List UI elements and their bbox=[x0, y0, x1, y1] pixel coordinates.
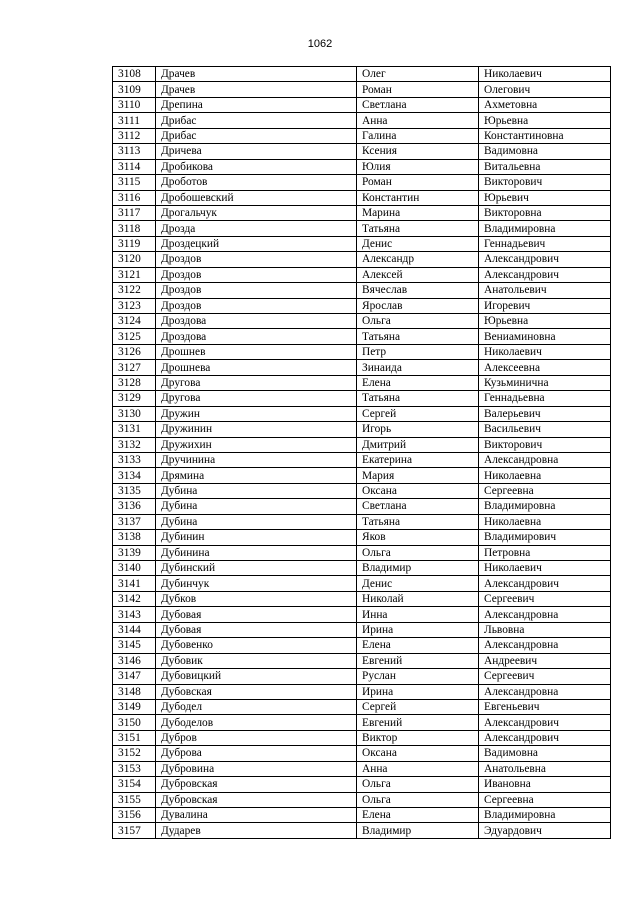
table-row bbox=[113, 113, 611, 128]
surname-cell: Дубовенко bbox=[156, 638, 357, 653]
row-number-cell: 3117 bbox=[113, 205, 156, 220]
table-row bbox=[113, 375, 611, 390]
table-row bbox=[113, 591, 611, 606]
table-row bbox=[113, 144, 611, 159]
first-name-cell: Вячеслав bbox=[357, 283, 479, 298]
patronymic-cell: Александрович bbox=[479, 715, 611, 730]
surname-cell: Дубовая bbox=[156, 622, 357, 637]
first-name-cell: Ольга bbox=[357, 545, 479, 560]
row-number-cell: 3113 bbox=[113, 144, 156, 159]
table-row bbox=[113, 715, 611, 730]
patronymic-cell: Викторович bbox=[479, 175, 611, 190]
first-name-cell: Ярослав bbox=[357, 298, 479, 313]
surname-cell: Дубовская bbox=[156, 684, 357, 699]
first-name-cell: Роман bbox=[357, 82, 479, 97]
table-row bbox=[113, 205, 611, 220]
first-name-cell: Ольга bbox=[357, 792, 479, 807]
table-row bbox=[113, 777, 611, 792]
row-number-cell: 3109 bbox=[113, 82, 156, 97]
row-number-cell: 3133 bbox=[113, 452, 156, 467]
row-number-cell: 3153 bbox=[113, 761, 156, 776]
first-name-cell: Игорь bbox=[357, 422, 479, 437]
patronymic-cell: Викторович bbox=[479, 437, 611, 452]
first-name-cell: Татьяна bbox=[357, 329, 479, 344]
names-table bbox=[112, 66, 611, 839]
row-number-cell: 3126 bbox=[113, 344, 156, 359]
surname-cell: Дручинина bbox=[156, 452, 357, 467]
first-name-cell: Сергей bbox=[357, 699, 479, 714]
table-row bbox=[113, 437, 611, 452]
row-number-cell: 3148 bbox=[113, 684, 156, 699]
row-number-cell: 3115 bbox=[113, 175, 156, 190]
table-row bbox=[113, 360, 611, 375]
first-name-cell: Дмитрий bbox=[357, 437, 479, 452]
surname-cell: Дроботов bbox=[156, 175, 357, 190]
patronymic-cell: Вениаминовна bbox=[479, 329, 611, 344]
row-number-cell: 3157 bbox=[113, 823, 156, 838]
surname-cell: Дробикова bbox=[156, 159, 357, 174]
table-row bbox=[113, 128, 611, 143]
patronymic-cell: Васильевич bbox=[479, 422, 611, 437]
row-number-cell: 3149 bbox=[113, 699, 156, 714]
row-number-cell: 3140 bbox=[113, 561, 156, 576]
first-name-cell: Олег bbox=[357, 67, 479, 82]
row-number-cell: 3139 bbox=[113, 545, 156, 560]
patronymic-cell: Сергеевич bbox=[479, 591, 611, 606]
table-row bbox=[113, 684, 611, 699]
table-row bbox=[113, 406, 611, 421]
row-number-cell: 3123 bbox=[113, 298, 156, 313]
surname-cell: Дубинский bbox=[156, 561, 357, 576]
surname-cell: Дричева bbox=[156, 144, 357, 159]
surname-cell: Дружинин bbox=[156, 422, 357, 437]
table-row bbox=[113, 221, 611, 236]
patronymic-cell: Алексеевна bbox=[479, 360, 611, 375]
surname-cell: Дроздов bbox=[156, 298, 357, 313]
first-name-cell: Марина bbox=[357, 205, 479, 220]
patronymic-cell: Александровна bbox=[479, 452, 611, 467]
first-name-cell: Евгений bbox=[357, 715, 479, 730]
patronymic-cell: Николаевич bbox=[479, 561, 611, 576]
patronymic-cell: Кузьминична bbox=[479, 375, 611, 390]
row-number-cell: 3128 bbox=[113, 375, 156, 390]
first-name-cell: Ирина bbox=[357, 684, 479, 699]
surname-cell: Дрошнев bbox=[156, 344, 357, 359]
row-number-cell: 3129 bbox=[113, 391, 156, 406]
patronymic-cell: Олегович bbox=[479, 82, 611, 97]
patronymic-cell: Александрович bbox=[479, 576, 611, 591]
patronymic-cell: Юрьевна bbox=[479, 314, 611, 329]
first-name-cell: Евгений bbox=[357, 653, 479, 668]
row-number-cell: 3152 bbox=[113, 746, 156, 761]
first-name-cell: Анна bbox=[357, 113, 479, 128]
row-number-cell: 3154 bbox=[113, 777, 156, 792]
table-row bbox=[113, 82, 611, 97]
surname-cell: Дубровина bbox=[156, 761, 357, 776]
first-name-cell: Владимир bbox=[357, 561, 479, 576]
surname-cell: Дрибас bbox=[156, 113, 357, 128]
row-number-cell: 3124 bbox=[113, 314, 156, 329]
row-number-cell: 3136 bbox=[113, 499, 156, 514]
row-number-cell: 3120 bbox=[113, 252, 156, 267]
surname-cell: Дрозда bbox=[156, 221, 357, 236]
surname-cell: Дубров bbox=[156, 730, 357, 745]
patronymic-cell: Александровна bbox=[479, 638, 611, 653]
surname-cell: Дружихин bbox=[156, 437, 357, 452]
table-row bbox=[113, 283, 611, 298]
row-number-cell: 3144 bbox=[113, 622, 156, 637]
surname-cell: Дударев bbox=[156, 823, 357, 838]
row-number-cell: 3137 bbox=[113, 514, 156, 529]
patronymic-cell: Юрьевна bbox=[479, 113, 611, 128]
patronymic-cell: Валерьевич bbox=[479, 406, 611, 421]
table-row bbox=[113, 746, 611, 761]
table-row bbox=[113, 499, 611, 514]
surname-cell: Драчев bbox=[156, 67, 357, 82]
row-number-cell: 3127 bbox=[113, 360, 156, 375]
surname-cell: Дубовик bbox=[156, 653, 357, 668]
row-number-cell: 3132 bbox=[113, 437, 156, 452]
table-row bbox=[113, 236, 611, 251]
surname-cell: Дубровская bbox=[156, 792, 357, 807]
patronymic-cell: Александрович bbox=[479, 267, 611, 282]
surname-cell: Дубинчук bbox=[156, 576, 357, 591]
table-row bbox=[113, 561, 611, 576]
surname-cell: Дрибас bbox=[156, 128, 357, 143]
row-number-cell: 3145 bbox=[113, 638, 156, 653]
first-name-cell: Елена bbox=[357, 375, 479, 390]
row-number-cell: 3121 bbox=[113, 267, 156, 282]
patronymic-cell: Евгеньевич bbox=[479, 699, 611, 714]
table-row bbox=[113, 808, 611, 823]
patronymic-cell: Ахметовна bbox=[479, 97, 611, 112]
row-number-cell: 3110 bbox=[113, 97, 156, 112]
first-name-cell: Яков bbox=[357, 530, 479, 545]
surname-cell: Дружин bbox=[156, 406, 357, 421]
row-number-cell: 3156 bbox=[113, 808, 156, 823]
row-number-cell: 3143 bbox=[113, 607, 156, 622]
surname-cell: Дроздов bbox=[156, 283, 357, 298]
table-row bbox=[113, 545, 611, 560]
first-name-cell: Александр bbox=[357, 252, 479, 267]
first-name-cell: Светлана bbox=[357, 499, 479, 514]
surname-cell: Дубоделов bbox=[156, 715, 357, 730]
table-row bbox=[113, 483, 611, 498]
table-row bbox=[113, 190, 611, 205]
surname-cell: Дрогальчук bbox=[156, 205, 357, 220]
surname-cell: Дрошнева bbox=[156, 360, 357, 375]
row-number-cell: 3114 bbox=[113, 159, 156, 174]
surname-cell: Дубина bbox=[156, 499, 357, 514]
first-name-cell: Денис bbox=[357, 576, 479, 591]
patronymic-cell: Геннадьевна bbox=[479, 391, 611, 406]
first-name-cell: Татьяна bbox=[357, 221, 479, 236]
patronymic-cell: Вадимовна bbox=[479, 746, 611, 761]
row-number-cell: 3122 bbox=[113, 283, 156, 298]
row-number-cell: 3112 bbox=[113, 128, 156, 143]
row-number-cell: 3141 bbox=[113, 576, 156, 591]
patronymic-cell: Николаевна bbox=[479, 468, 611, 483]
table-row bbox=[113, 452, 611, 467]
row-number-cell: 3130 bbox=[113, 406, 156, 421]
surname-cell: Дроздов bbox=[156, 267, 357, 282]
table-row bbox=[113, 699, 611, 714]
table-row bbox=[113, 653, 611, 668]
surname-cell: Дуброва bbox=[156, 746, 357, 761]
row-number-cell: 3138 bbox=[113, 530, 156, 545]
table-row bbox=[113, 252, 611, 267]
patronymic-cell: Константиновна bbox=[479, 128, 611, 143]
table-row bbox=[113, 669, 611, 684]
row-number-cell: 3147 bbox=[113, 669, 156, 684]
table-row bbox=[113, 298, 611, 313]
table-row bbox=[113, 329, 611, 344]
row-number-cell: 3135 bbox=[113, 483, 156, 498]
table-row bbox=[113, 514, 611, 529]
first-name-cell: Петр bbox=[357, 344, 479, 359]
table-row bbox=[113, 159, 611, 174]
surname-cell: Дубина bbox=[156, 483, 357, 498]
table-row bbox=[113, 391, 611, 406]
row-number-cell: 3155 bbox=[113, 792, 156, 807]
row-number-cell: 3150 bbox=[113, 715, 156, 730]
row-number-cell: 3131 bbox=[113, 422, 156, 437]
first-name-cell: Зинаида bbox=[357, 360, 479, 375]
table-row bbox=[113, 97, 611, 112]
patronymic-cell: Сергеевич bbox=[479, 669, 611, 684]
first-name-cell: Оксана bbox=[357, 483, 479, 498]
patronymic-cell: Юрьевич bbox=[479, 190, 611, 205]
first-name-cell: Ольга bbox=[357, 314, 479, 329]
first-name-cell: Татьяна bbox=[357, 514, 479, 529]
patronymic-cell: Витальевна bbox=[479, 159, 611, 174]
surname-cell: Дубина bbox=[156, 514, 357, 529]
patronymic-cell: Владимировна bbox=[479, 221, 611, 236]
patronymic-cell: Игоревич bbox=[479, 298, 611, 313]
table-row bbox=[113, 267, 611, 282]
patronymic-cell: Ивановна bbox=[479, 777, 611, 792]
patronymic-cell: Александрович bbox=[479, 252, 611, 267]
patronymic-cell: Владимировна bbox=[479, 808, 611, 823]
patronymic-cell: Владимирович bbox=[479, 530, 611, 545]
first-name-cell: Оксана bbox=[357, 746, 479, 761]
row-number-cell: 3142 bbox=[113, 591, 156, 606]
table-row bbox=[113, 730, 611, 745]
first-name-cell: Ирина bbox=[357, 622, 479, 637]
patronymic-cell: Анатольевич bbox=[479, 283, 611, 298]
row-number-cell: 3111 bbox=[113, 113, 156, 128]
patronymic-cell: Александрович bbox=[479, 730, 611, 745]
surname-cell: Другова bbox=[156, 391, 357, 406]
table-row bbox=[113, 344, 611, 359]
row-number-cell: 3108 bbox=[113, 67, 156, 82]
row-number-cell: 3116 bbox=[113, 190, 156, 205]
table-row bbox=[113, 622, 611, 637]
first-name-cell: Галина bbox=[357, 128, 479, 143]
surname-cell: Дубков bbox=[156, 591, 357, 606]
first-name-cell: Алексей bbox=[357, 267, 479, 282]
patronymic-cell: Николаевич bbox=[479, 344, 611, 359]
surname-cell: Дроздова bbox=[156, 329, 357, 344]
first-name-cell: Денис bbox=[357, 236, 479, 251]
first-name-cell: Анна bbox=[357, 761, 479, 776]
first-name-cell: Екатерина bbox=[357, 452, 479, 467]
first-name-cell: Татьяна bbox=[357, 391, 479, 406]
patronymic-cell: Геннадьевич bbox=[479, 236, 611, 251]
surname-cell: Дубинин bbox=[156, 530, 357, 545]
patronymic-cell: Эдуардович bbox=[479, 823, 611, 838]
patronymic-cell: Вадимовна bbox=[479, 144, 611, 159]
first-name-cell: Сергей bbox=[357, 406, 479, 421]
first-name-cell: Елена bbox=[357, 808, 479, 823]
patronymic-cell: Александровна bbox=[479, 684, 611, 699]
first-name-cell: Мария bbox=[357, 468, 479, 483]
first-name-cell: Руслан bbox=[357, 669, 479, 684]
row-number-cell: 3151 bbox=[113, 730, 156, 745]
patronymic-cell: Александровна bbox=[479, 607, 611, 622]
surname-cell: Дубодел bbox=[156, 699, 357, 714]
patronymic-cell: Сергеевна bbox=[479, 483, 611, 498]
surname-cell: Дрямина bbox=[156, 468, 357, 483]
surname-cell: Дубинина bbox=[156, 545, 357, 560]
first-name-cell: Виктор bbox=[357, 730, 479, 745]
patronymic-cell: Владимировна bbox=[479, 499, 611, 514]
patronymic-cell: Николаевич bbox=[479, 67, 611, 82]
table-body bbox=[113, 67, 611, 839]
table-row bbox=[113, 638, 611, 653]
surname-cell: Драчев bbox=[156, 82, 357, 97]
surname-cell: Дроздова bbox=[156, 314, 357, 329]
surname-cell: Дубровская bbox=[156, 777, 357, 792]
surname-cell: Дубовицкий bbox=[156, 669, 357, 684]
surname-cell: Дубовая bbox=[156, 607, 357, 622]
table-row bbox=[113, 422, 611, 437]
surname-cell: Дробошевский bbox=[156, 190, 357, 205]
table-row bbox=[113, 761, 611, 776]
table-row bbox=[113, 607, 611, 622]
first-name-cell: Светлана bbox=[357, 97, 479, 112]
patronymic-cell: Анатольевна bbox=[479, 761, 611, 776]
row-number-cell: 3119 bbox=[113, 236, 156, 251]
patronymic-cell: Андреевич bbox=[479, 653, 611, 668]
table-row bbox=[113, 530, 611, 545]
first-name-cell: Юлия bbox=[357, 159, 479, 174]
row-number-cell: 3146 bbox=[113, 653, 156, 668]
table-row bbox=[113, 314, 611, 329]
first-name-cell: Елена bbox=[357, 638, 479, 653]
row-number-cell: 3118 bbox=[113, 221, 156, 236]
surname-cell: Дроздов bbox=[156, 252, 357, 267]
table-row bbox=[113, 823, 611, 838]
surname-cell: Дувалина bbox=[156, 808, 357, 823]
table-row bbox=[113, 468, 611, 483]
row-number-cell: 3125 bbox=[113, 329, 156, 344]
table-row bbox=[113, 175, 611, 190]
first-name-cell: Ксения bbox=[357, 144, 479, 159]
table-row bbox=[113, 576, 611, 591]
patronymic-cell: Викторовна bbox=[479, 205, 611, 220]
row-number-cell: 3134 bbox=[113, 468, 156, 483]
patronymic-cell: Львовна bbox=[479, 622, 611, 637]
first-name-cell: Роман bbox=[357, 175, 479, 190]
patronymic-cell: Петровна bbox=[479, 545, 611, 560]
table-row bbox=[113, 792, 611, 807]
first-name-cell: Инна bbox=[357, 607, 479, 622]
first-name-cell: Константин bbox=[357, 190, 479, 205]
surname-cell: Дрепина bbox=[156, 97, 357, 112]
first-name-cell: Николай bbox=[357, 591, 479, 606]
first-name-cell: Ольга bbox=[357, 777, 479, 792]
page-number: 1062 bbox=[307, 38, 333, 50]
surname-cell: Дроздецкий bbox=[156, 236, 357, 251]
first-name-cell: Владимир bbox=[357, 823, 479, 838]
surname-cell: Другова bbox=[156, 375, 357, 390]
patronymic-cell: Сергеевна bbox=[479, 792, 611, 807]
patronymic-cell: Николаевна bbox=[479, 514, 611, 529]
table-row bbox=[113, 67, 611, 82]
